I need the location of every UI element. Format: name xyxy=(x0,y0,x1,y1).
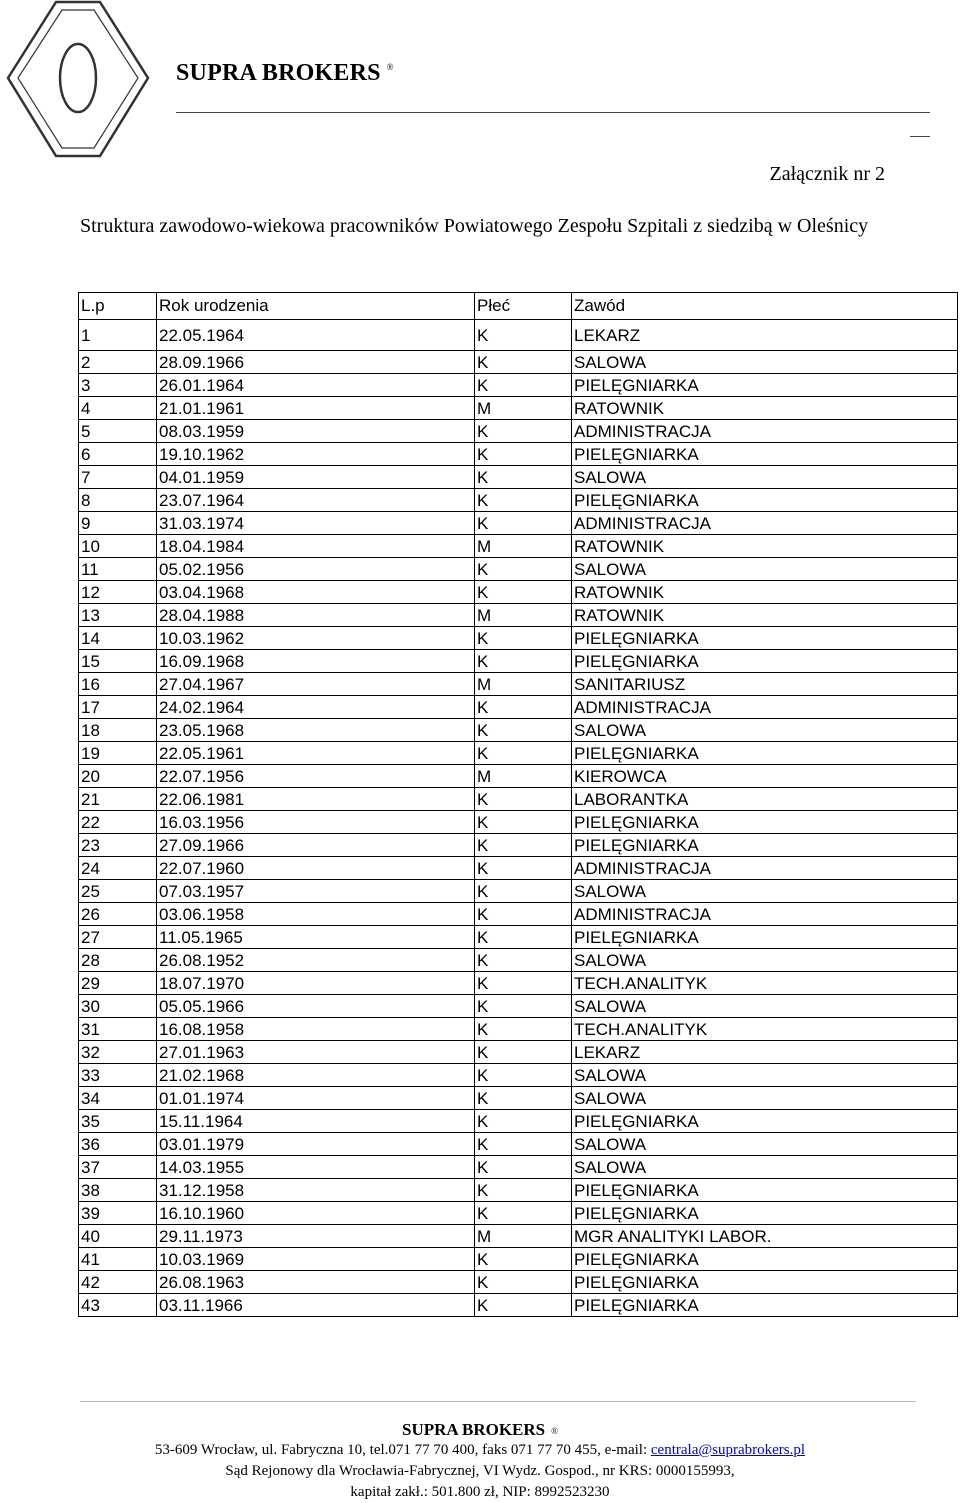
cell-lp: 32 xyxy=(79,1041,157,1064)
cell-profession: PIELĘGNIARKA xyxy=(572,1271,958,1294)
table-row xyxy=(79,397,958,420)
cell-birth-date: 22.05.1961 xyxy=(157,742,475,765)
cell-birth-date: 26.01.1964 xyxy=(157,374,475,397)
table-row xyxy=(79,995,958,1018)
cell-profession: TECH.ANALITYK xyxy=(572,1018,958,1041)
column-header-profession: Zawód xyxy=(572,293,958,320)
table-row xyxy=(79,1179,958,1202)
footer xyxy=(0,1419,960,1503)
cell-profession: LEKARZ xyxy=(572,320,958,351)
table-row xyxy=(79,558,958,581)
cell-lp: 23 xyxy=(79,834,157,857)
cell-sex: K xyxy=(475,1064,572,1087)
table-row xyxy=(79,581,958,604)
cell-profession: SALOWA xyxy=(572,1087,958,1110)
cell-sex: K xyxy=(475,719,572,742)
table-row xyxy=(79,1041,958,1064)
registered-mark: ® xyxy=(386,62,394,72)
cell-profession: RATOWNIK xyxy=(572,604,958,627)
table-row xyxy=(79,320,958,351)
table-row xyxy=(79,443,958,466)
cell-birth-date: 28.04.1988 xyxy=(157,604,475,627)
table-row xyxy=(79,949,958,972)
cell-profession: PIELĘGNIARKA xyxy=(572,374,958,397)
cell-profession: PIELĘGNIARKA xyxy=(572,1294,958,1317)
cell-sex: K xyxy=(475,512,572,535)
cell-profession: PIELĘGNIARKA xyxy=(572,489,958,512)
table-row xyxy=(79,535,958,558)
cell-lp: 38 xyxy=(79,1179,157,1202)
cell-lp: 26 xyxy=(79,903,157,926)
cell-birth-date: 01.01.1974 xyxy=(157,1087,475,1110)
table-row xyxy=(79,351,958,374)
cell-profession: SALOWA xyxy=(572,995,958,1018)
footer-registered-mark: ® xyxy=(551,1426,558,1436)
cell-profession: PIELĘGNIARKA xyxy=(572,1248,958,1271)
cell-birth-date: 11.05.1965 xyxy=(157,926,475,949)
cell-sex: M xyxy=(475,604,572,627)
cell-birth-date: 27.01.1963 xyxy=(157,1041,475,1064)
cell-sex: K xyxy=(475,1041,572,1064)
cell-birth-date: 22.06.1981 xyxy=(157,788,475,811)
cell-sex: K xyxy=(475,1179,572,1202)
cell-sex: K xyxy=(475,1202,572,1225)
cell-lp: 29 xyxy=(79,972,157,995)
cell-lp: 24 xyxy=(79,857,157,880)
cell-lp: 25 xyxy=(79,880,157,903)
cell-lp: 13 xyxy=(79,604,157,627)
cell-birth-date: 15.11.1964 xyxy=(157,1110,475,1133)
cell-profession: PIELĘGNIARKA xyxy=(572,811,958,834)
table-row xyxy=(79,765,958,788)
cell-sex: K xyxy=(475,1156,572,1179)
cell-lp: 11 xyxy=(79,558,157,581)
cell-profession: SALOWA xyxy=(572,1156,958,1179)
cell-profession: ADMINISTRACJA xyxy=(572,903,958,926)
cell-profession: PIELĘGNIARKA xyxy=(572,627,958,650)
cell-lp: 1 xyxy=(79,320,157,351)
cell-profession: PIELĘGNIARKA xyxy=(572,650,958,673)
table-row xyxy=(79,742,958,765)
cell-lp: 20 xyxy=(79,765,157,788)
column-header-birth-date: Rok urodzenia xyxy=(157,293,475,320)
document-title: Struktura zawodowo-wiekowa pracowników Powiatowego Zespołu Szpitali z siedzibą w Oleśnicy xyxy=(80,215,869,237)
cell-profession: SALOWA xyxy=(572,880,958,903)
cell-profession: PIELĘGNIARKA xyxy=(572,1110,958,1133)
cell-sex: K xyxy=(475,1248,572,1271)
cell-sex: K xyxy=(475,926,572,949)
cell-lp: 8 xyxy=(79,489,157,512)
cell-birth-date: 22.05.1964 xyxy=(157,320,475,351)
cell-sex: K xyxy=(475,627,572,650)
table-row xyxy=(79,1156,958,1179)
table-row xyxy=(79,466,958,489)
cell-sex: K xyxy=(475,466,572,489)
table-row xyxy=(79,1018,958,1041)
cell-sex: K xyxy=(475,1271,572,1294)
cell-lp: 7 xyxy=(79,466,157,489)
table-row xyxy=(79,1294,958,1317)
cell-birth-date: 03.01.1979 xyxy=(157,1133,475,1156)
table-row xyxy=(79,512,958,535)
cell-lp: 15 xyxy=(79,650,157,673)
cell-profession: MGR ANALITYKI LABOR. xyxy=(572,1225,958,1248)
cell-birth-date: 03.11.1966 xyxy=(157,1294,475,1317)
cell-sex: K xyxy=(475,972,572,995)
cell-birth-date: 21.01.1961 xyxy=(157,397,475,420)
table-row xyxy=(79,972,958,995)
cell-lp: 36 xyxy=(79,1133,157,1156)
cell-birth-date: 31.12.1958 xyxy=(157,1179,475,1202)
cell-sex: K xyxy=(475,834,572,857)
cell-profession: SANITARIUSZ xyxy=(572,673,958,696)
cell-birth-date: 07.03.1957 xyxy=(157,880,475,903)
cell-profession: LEKARZ xyxy=(572,1041,958,1064)
cell-lp: 31 xyxy=(79,1018,157,1041)
cell-birth-date: 16.09.1968 xyxy=(157,650,475,673)
cell-profession: RATOWNIK xyxy=(572,535,958,558)
footer-court-info: Sąd Rejonowy dla Wrocławia-Fabrycznej, VI Wydz. Gospod., nr KRS: 0000155993, xyxy=(225,1463,735,1479)
cell-profession: LABORANTKA xyxy=(572,788,958,811)
cell-lp: 21 xyxy=(79,788,157,811)
cell-lp: 12 xyxy=(79,581,157,604)
cell-sex: K xyxy=(475,857,572,880)
cell-lp: 4 xyxy=(79,397,157,420)
table-row xyxy=(79,834,958,857)
cell-birth-date: 24.02.1964 xyxy=(157,696,475,719)
cell-birth-date: 08.03.1959 xyxy=(157,420,475,443)
cell-birth-date: 23.07.1964 xyxy=(157,489,475,512)
cell-profession: KIEROWCA xyxy=(572,765,958,788)
cell-birth-date: 26.08.1963 xyxy=(157,1271,475,1294)
cell-sex: K xyxy=(475,351,572,374)
cell-lp: 17 xyxy=(79,696,157,719)
table-row xyxy=(79,1110,958,1133)
cell-lp: 16 xyxy=(79,673,157,696)
header-divider xyxy=(176,112,930,113)
cell-profession: PIELĘGNIARKA xyxy=(572,742,958,765)
cell-profession: PIELĘGNIARKA xyxy=(572,926,958,949)
cell-lp: 35 xyxy=(79,1110,157,1133)
cell-lp: 42 xyxy=(79,1271,157,1294)
table-row xyxy=(79,926,958,949)
table-row xyxy=(79,1133,958,1156)
cell-birth-date: 18.04.1984 xyxy=(157,535,475,558)
footer-brand: SUPRA BROKERS ® xyxy=(402,1420,558,1439)
cell-birth-date: 03.04.1968 xyxy=(157,581,475,604)
cell-profession: SALOWA xyxy=(572,949,958,972)
table-row xyxy=(79,650,958,673)
cell-profession: ADMINISTRACJA xyxy=(572,420,958,443)
cell-birth-date: 18.07.1970 xyxy=(157,972,475,995)
cell-birth-date: 23.05.1968 xyxy=(157,719,475,742)
cell-birth-date: 22.07.1956 xyxy=(157,765,475,788)
cell-birth-date: 16.10.1960 xyxy=(157,1202,475,1225)
cell-profession: SALOWA xyxy=(572,466,958,489)
cell-sex: K xyxy=(475,880,572,903)
cell-birth-date: 19.10.1962 xyxy=(157,443,475,466)
email-link[interactable]: centrala@suprabrokers.pl xyxy=(650,1442,806,1458)
cell-profession: PIELĘGNIARKA xyxy=(572,1179,958,1202)
cell-sex: K xyxy=(475,320,572,351)
cell-sex: M xyxy=(475,397,572,420)
cell-sex: K xyxy=(475,1018,572,1041)
annex-label: Załącznik nr 2 xyxy=(769,163,885,185)
cell-lp: 30 xyxy=(79,995,157,1018)
cell-birth-date: 27.09.1966 xyxy=(157,834,475,857)
cell-lp: 19 xyxy=(79,742,157,765)
table-row xyxy=(79,1064,958,1087)
cell-profession: SALOWA xyxy=(572,1064,958,1087)
table-row xyxy=(79,374,958,397)
cell-sex: K xyxy=(475,788,572,811)
column-header-sex: Płeć xyxy=(475,293,572,320)
cell-sex: K xyxy=(475,581,572,604)
cell-birth-date: 26.08.1952 xyxy=(157,949,475,972)
cell-lp: 33 xyxy=(79,1064,157,1087)
cell-sex: K xyxy=(475,650,572,673)
cell-birth-date: 03.06.1958 xyxy=(157,903,475,926)
cell-sex: K xyxy=(475,1110,572,1133)
cell-lp: 6 xyxy=(79,443,157,466)
cell-lp: 14 xyxy=(79,627,157,650)
cell-sex: K xyxy=(475,696,572,719)
cell-profession: SALOWA xyxy=(572,719,958,742)
cell-profession: PIELĘGNIARKA xyxy=(572,1202,958,1225)
cell-birth-date: 05.02.1956 xyxy=(157,558,475,581)
header-dash xyxy=(910,136,930,137)
cell-birth-date: 04.01.1959 xyxy=(157,466,475,489)
table-row xyxy=(79,1248,958,1271)
cell-birth-date: 10.03.1969 xyxy=(157,1248,475,1271)
footer-capital-info: kapitał zakł.: 501.800 zł, NIP: 8992523230 xyxy=(350,1484,610,1500)
cell-birth-date: 14.03.1955 xyxy=(157,1156,475,1179)
cell-lp: 41 xyxy=(79,1248,157,1271)
cell-lp: 3 xyxy=(79,374,157,397)
cell-birth-date: 28.09.1966 xyxy=(157,351,475,374)
table-row xyxy=(79,788,958,811)
table-row xyxy=(79,1087,958,1110)
cell-profession: SALOWA xyxy=(572,351,958,374)
cell-birth-date: 27.04.1967 xyxy=(157,673,475,696)
company-logo-icon xyxy=(0,0,170,160)
footer-address: 53-609 Wrocław, ul. Fabryczna 10, tel.071 77 70 400, faks 071 77 70 455, e-mail: centrala@suprabrokers.pl xyxy=(154,1442,806,1458)
cell-profession: ADMINISTRACJA xyxy=(572,696,958,719)
cell-birth-date: 21.02.1968 xyxy=(157,1064,475,1087)
cell-lp: 10 xyxy=(79,535,157,558)
table-row xyxy=(79,489,958,512)
cell-profession: TECH.ANALITYK xyxy=(572,972,958,995)
cell-birth-date: 10.03.1962 xyxy=(157,627,475,650)
table-row xyxy=(79,420,958,443)
cell-profession: PIELĘGNIARKA xyxy=(572,443,958,466)
column-header-lp: L.p xyxy=(79,293,157,320)
table-row xyxy=(79,1202,958,1225)
table-row xyxy=(79,673,958,696)
cell-sex: K xyxy=(475,374,572,397)
cell-lp: 9 xyxy=(79,512,157,535)
cell-birth-date: 05.05.1966 xyxy=(157,995,475,1018)
cell-lp: 39 xyxy=(79,1202,157,1225)
table-row xyxy=(79,903,958,926)
cell-sex: M xyxy=(475,765,572,788)
cell-lp: 2 xyxy=(79,351,157,374)
cell-lp: 18 xyxy=(79,719,157,742)
cell-lp: 5 xyxy=(79,420,157,443)
cell-lp: 40 xyxy=(79,1225,157,1248)
table-row xyxy=(79,880,958,903)
cell-sex: K xyxy=(475,558,572,581)
cell-profession: PIELĘGNIARKA xyxy=(572,834,958,857)
cell-profession: RATOWNIK xyxy=(572,397,958,420)
cell-birth-date: 31.03.1974 xyxy=(157,512,475,535)
cell-lp: 43 xyxy=(79,1294,157,1317)
table-row xyxy=(79,811,958,834)
cell-birth-date: 22.07.1960 xyxy=(157,857,475,880)
cell-sex: K xyxy=(475,742,572,765)
cell-profession: SALOWA xyxy=(572,1133,958,1156)
cell-birth-date: 16.03.1956 xyxy=(157,811,475,834)
cell-profession: ADMINISTRACJA xyxy=(572,512,958,535)
cell-profession: ADMINISTRACJA xyxy=(572,857,958,880)
cell-lp: 22 xyxy=(79,811,157,834)
cell-sex: K xyxy=(475,1294,572,1317)
table-header-row xyxy=(79,293,958,320)
cell-sex: M xyxy=(475,535,572,558)
cell-sex: K xyxy=(475,903,572,926)
table-row xyxy=(79,1271,958,1294)
table-row xyxy=(79,604,958,627)
cell-lp: 28 xyxy=(79,949,157,972)
staff-table-body xyxy=(79,320,958,1317)
cell-lp: 27 xyxy=(79,926,157,949)
cell-lp: 37 xyxy=(79,1156,157,1179)
cell-birth-date: 16.08.1958 xyxy=(157,1018,475,1041)
cell-sex: K xyxy=(475,420,572,443)
cell-sex: M xyxy=(475,673,572,696)
table-row xyxy=(79,857,958,880)
table-row xyxy=(79,627,958,650)
cell-sex: K xyxy=(475,489,572,512)
cell-sex: K xyxy=(475,995,572,1018)
table-row xyxy=(79,719,958,742)
cell-sex: K xyxy=(475,1133,572,1156)
footer-divider xyxy=(80,1401,916,1402)
cell-sex: M xyxy=(475,1225,572,1248)
cell-sex: K xyxy=(475,949,572,972)
table-row xyxy=(79,696,958,719)
table-row xyxy=(79,1225,958,1248)
cell-sex: K xyxy=(475,1087,572,1110)
cell-profession: RATOWNIK xyxy=(572,581,958,604)
cell-profession: SALOWA xyxy=(572,558,958,581)
cell-sex: K xyxy=(475,443,572,466)
cell-lp: 34 xyxy=(79,1087,157,1110)
header-brand: SUPRA BROKERS ® xyxy=(176,60,394,86)
staff-table xyxy=(78,292,958,1317)
cell-birth-date: 29.11.1973 xyxy=(157,1225,475,1248)
cell-sex: K xyxy=(475,811,572,834)
